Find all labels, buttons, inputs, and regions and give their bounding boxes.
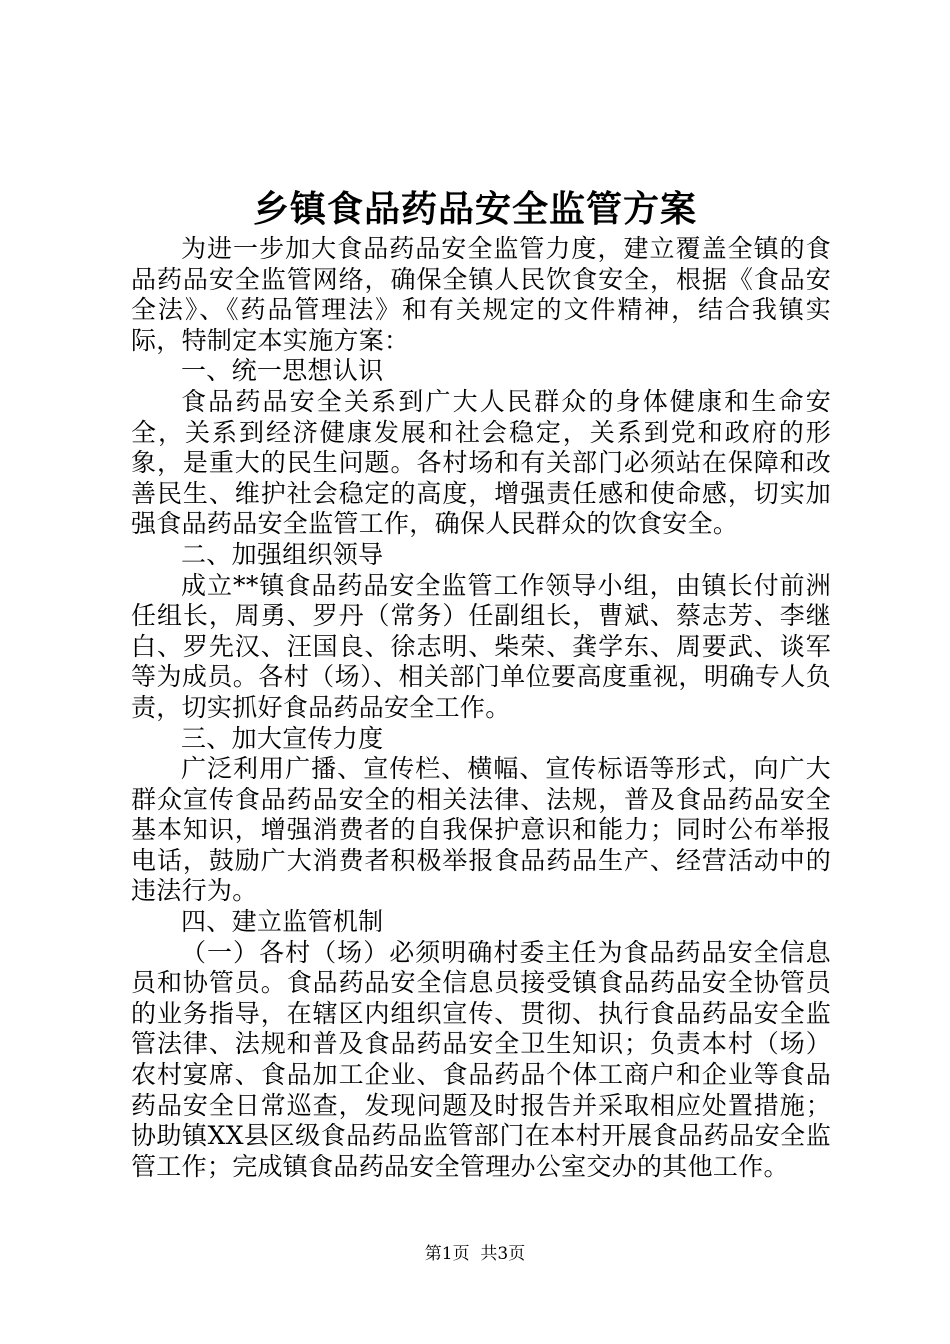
section-paragraph-4: （一）各村（场）必须明确村委主任为食品药品安全信息员和协管员。食品药品安全信息员接受镇食品药品安全协管员的业务指导，在辖区内组织宣传、贯彻、执行食品药品安全监管法律、法规和普及食品药品安全卫生知识；负责本村（场）农村宴席、食品加工企业、食品药品个体工商户和企业等食品药品安全日常巡查，发现问题及时报告并采取相应处置措施；协助镇XX县区级食品药品监管部门在本村开展食品药品安全监管工作；完成镇食品药品安全管理办公室交办的其他工作。: [131, 937, 831, 1181]
section-paragraph-2: 成立**镇食品药品安全监管工作领导小组，由镇长付前洲任组长，周勇、罗丹（常务）任副组长，曹斌、蔡志芳、李继白、罗先汉、汪国良、徐志明、柴荣、龚学东、周要武、谈军等为成员。各村（场）、相关部门单位要高度重视，明确专人负责，切实抓好食品药品安全工作。: [131, 570, 831, 722]
section-paragraph-3: 广泛利用广播、宣传栏、横幅、宣传标语等形式，向广大群众宣传食品药品安全的相关法律、法规，普及食品药品安全基本知识，增强消费者的自我保护意识和能力；同时公布举报电话，鼓励广大消费者积极举报食品药品生产、经营活动中的违法行为。: [131, 754, 831, 906]
section-paragraph-1: 食品药品安全关系到广大人民群众的身体健康和生命安全，关系到经济健康发展和社会稳定，关系到党和政府的形象，是重大的民生问题。各村场和有关部门必须站在保障和改善民生、维护社会稳定的高度，增强责任感和使命感，切实加强食品药品安全监管工作，确保人民群众的饮食安全。: [131, 386, 831, 539]
section-heading-2: 二、加强组织领导: [181, 539, 384, 569]
section-heading-1: 一、统一思想认识: [181, 356, 384, 386]
page-number-total: 共3页: [480, 1244, 526, 1264]
page-number-current: 第1页: [424, 1244, 470, 1264]
document-body: [131, 234, 831, 1182]
page-footer: [0, 1243, 950, 1265]
section-heading-3: 三、加大宣传力度: [181, 723, 384, 753]
section-heading-4: 四、建立监管机制: [181, 907, 384, 937]
intro-paragraph: 为进一步加大食品药品安全监管力度，建立覆盖全镇的食品药品安全监管网络，确保全镇人民饮食安全，根据《食品安全法》、《药品管理法》和有关规定的文件精神，结合我镇实际，特制定本实施方案：: [131, 234, 831, 355]
footer-separator: [470, 1244, 481, 1264]
document-title: 乡镇食品药品安全监管方案: [252, 188, 697, 230]
